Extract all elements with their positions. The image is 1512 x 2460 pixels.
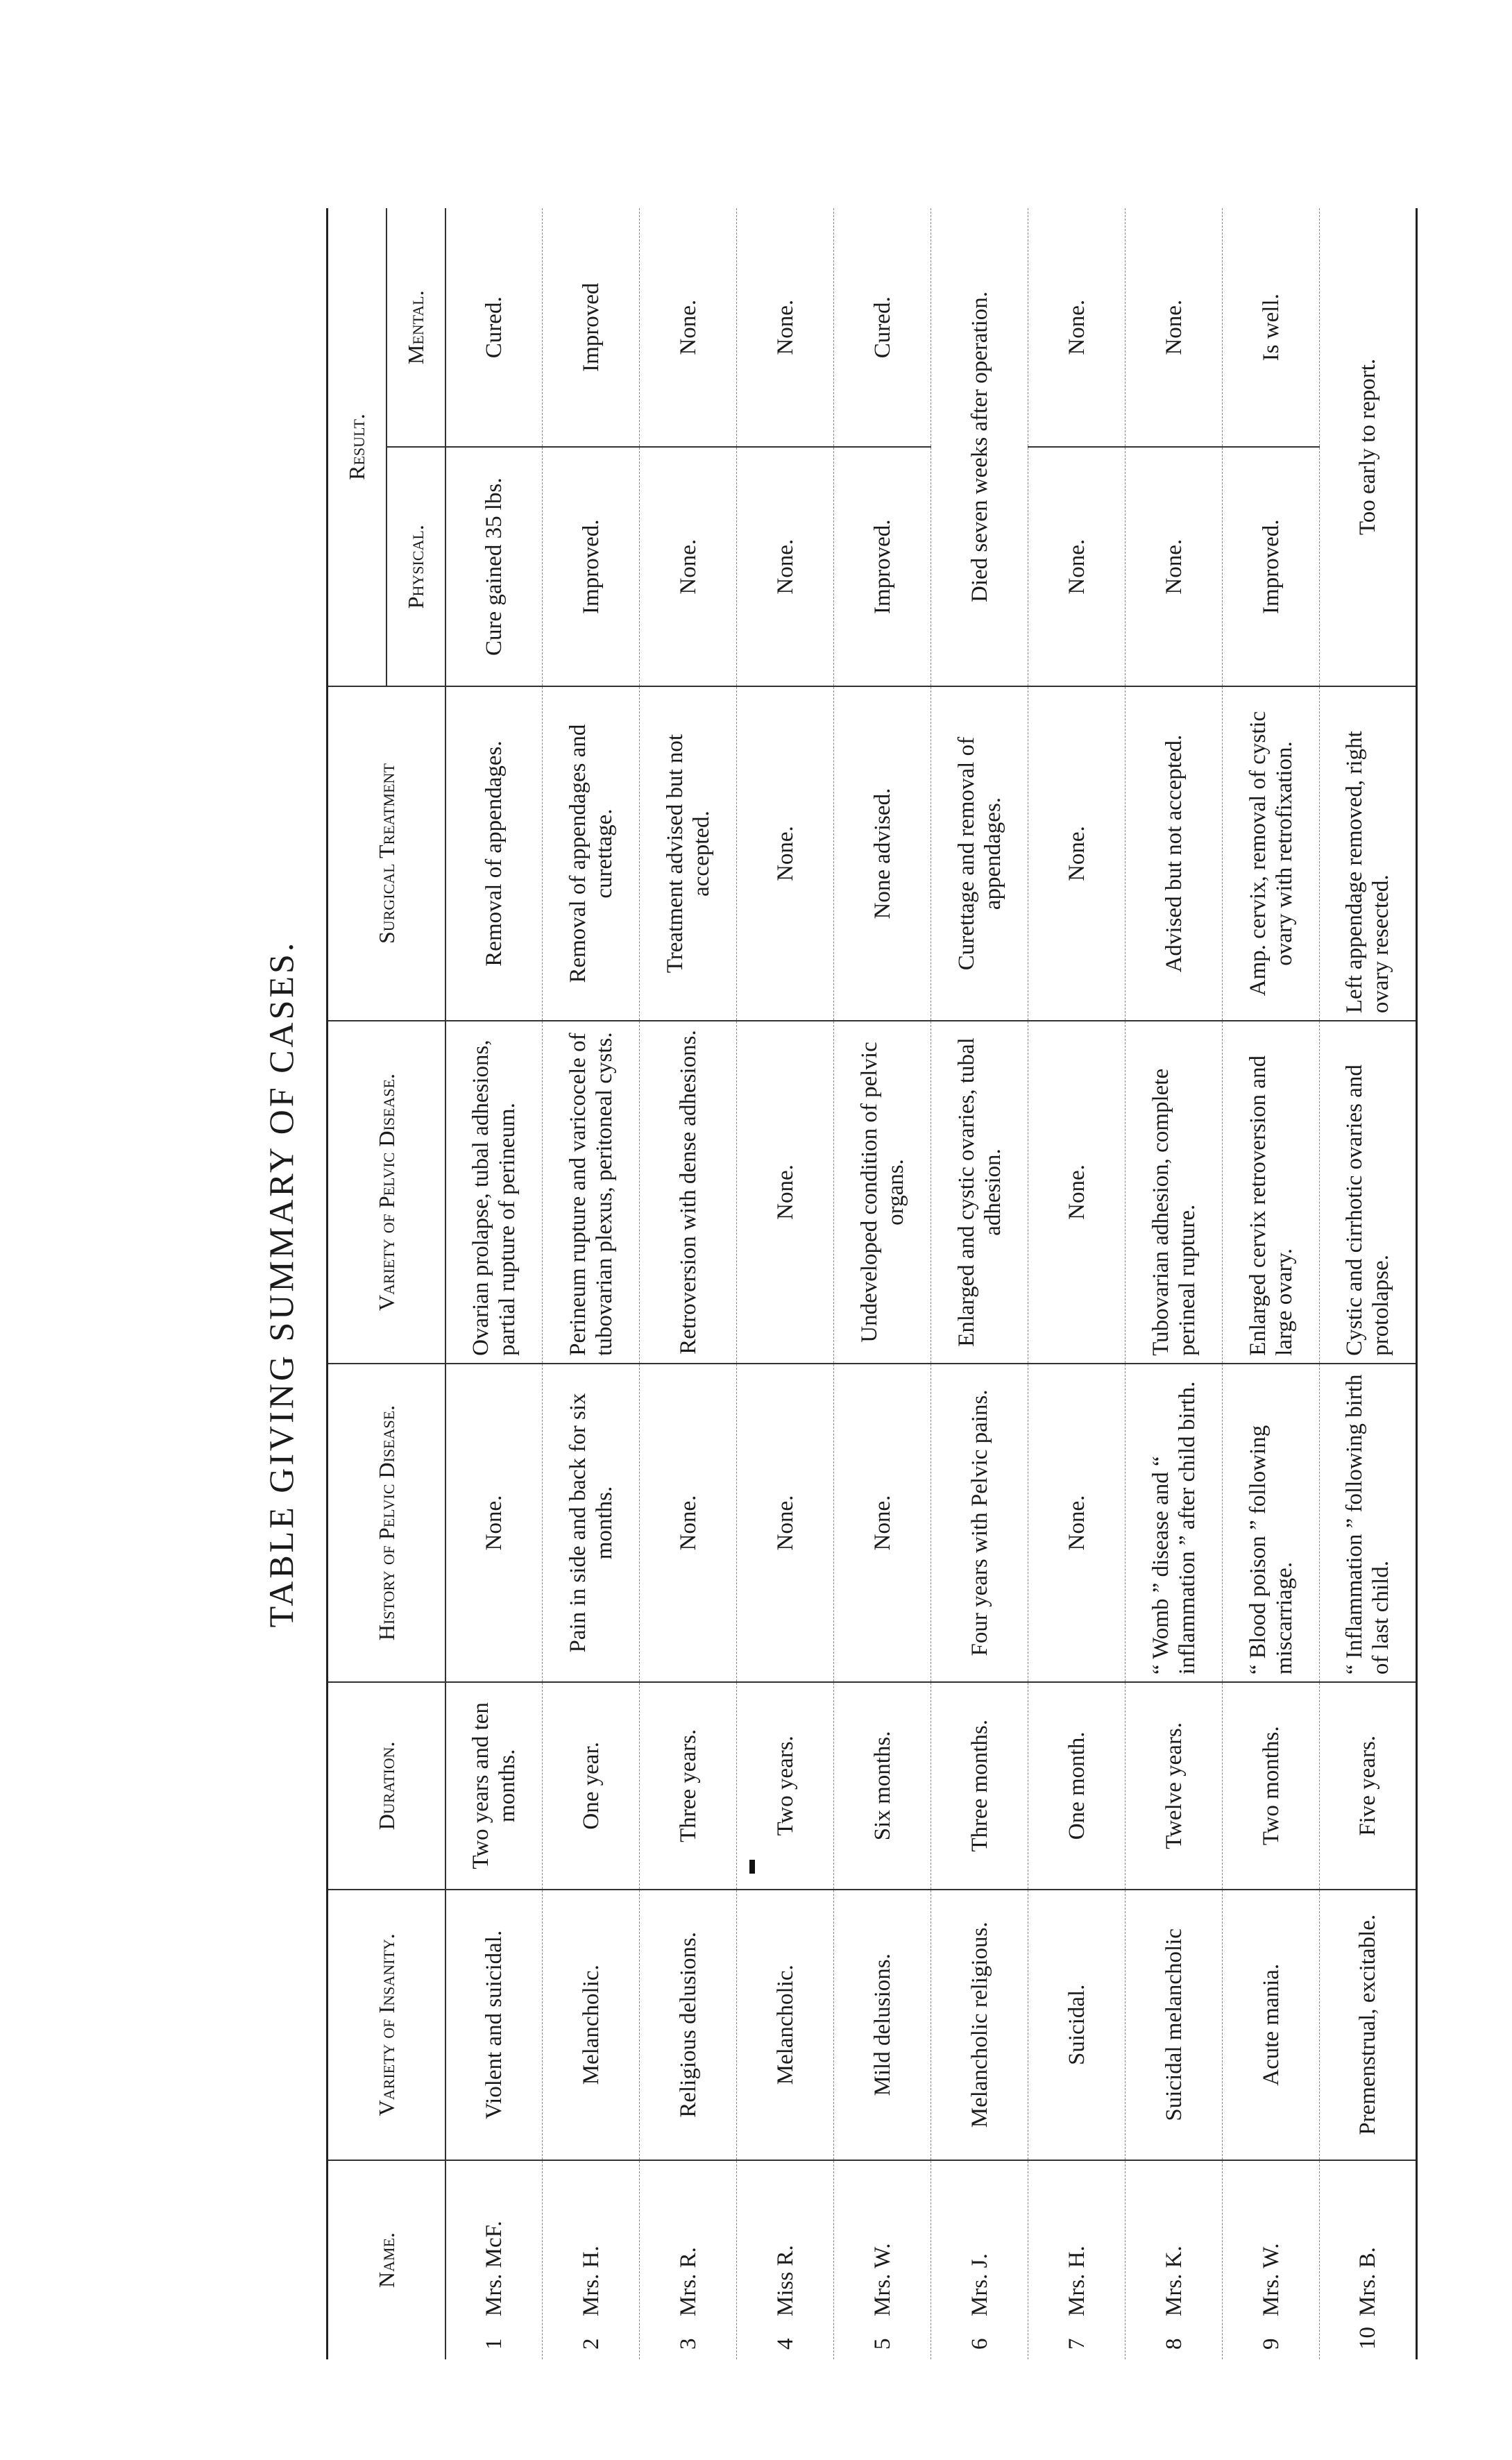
patient-name: Miss R.	[772, 2245, 798, 2316]
case-number: 3	[675, 2338, 701, 2350]
case-number: 9	[1258, 2338, 1284, 2350]
mental-result-cell: Is well.	[1223, 208, 1320, 448]
variety-of-insanity-cell: Religious delusions.	[640, 1890, 737, 2160]
duration-cell: One year.	[543, 1682, 640, 1890]
mental-result-cell: None.	[1028, 208, 1125, 448]
case-number: 6	[967, 2338, 992, 2350]
pelvic-disease-cell: Cystic and cirrhotic ovaries and protolapse.	[1320, 1021, 1417, 1364]
pelvic-disease-cell: Enlarged cervix retroversion and large ovary.	[1223, 1021, 1320, 1364]
mental-result-cell: Cured.	[834, 208, 931, 448]
duration-cell: Two months.	[1223, 1682, 1320, 1890]
case-number: 8	[1161, 2338, 1187, 2350]
pelvic-disease-cell: Ovarian prolapse, tubal adhesions, partial rupture of perineum.	[445, 1021, 543, 1364]
header-duration: Duration.	[328, 1682, 445, 1890]
header-mental: Mental.	[387, 208, 445, 448]
surgical-treatment-cell: Curettage and removal of appendages.	[931, 686, 1028, 1021]
table-row	[1028, 208, 1125, 2359]
header-physical: Physical.	[387, 448, 445, 686]
pelvic-disease-cell: None.	[1028, 1021, 1125, 1364]
patient-name: Mrs. R.	[675, 2247, 701, 2316]
history-cell: None.	[445, 1364, 543, 1682]
surgical-treatment-cell: Removal of appendages.	[445, 686, 543, 1021]
header-name: Name.	[328, 2160, 445, 2359]
table-row	[543, 208, 640, 2359]
history-cell: “ Inflammation ” following birth of last child.	[1320, 1364, 1417, 1682]
pelvic-disease-cell: Perineum rupture and varicocele of tubovarian plexus, peritoneal cysts.	[543, 1021, 640, 1364]
physical-result-cell: Improved.	[834, 448, 931, 686]
header-surgical-treatment: Surgical Treatment	[328, 686, 445, 1021]
physical-result-cell: None.	[737, 448, 834, 686]
header-variety-of-pelvic-disease: Variety of Pelvic Disease.	[328, 1021, 445, 1364]
duration-cell: Three years.	[640, 1682, 737, 1890]
patient-name: Mrs. H.	[1064, 2246, 1089, 2316]
table-row	[1223, 208, 1320, 2359]
pelvic-disease-cell: Tubovarian adhesion, complete perineal rupture.	[1125, 1021, 1223, 1364]
physical-result-cell: None.	[640, 448, 737, 686]
pelvic-disease-cell: None.	[737, 1021, 834, 1364]
history-cell: Pain in side and back for six months.	[543, 1364, 640, 1682]
case-number: 5	[869, 2338, 895, 2350]
patient-name: Mrs. B.	[1355, 2247, 1380, 2316]
physical-result-cell: Improved.	[543, 448, 640, 686]
surgical-treatment-cell: None.	[737, 686, 834, 1021]
variety-of-insanity-cell: Suicidal.	[1028, 1890, 1125, 2160]
pelvic-disease-cell: Undeveloped condition of pelvic organs.	[834, 1021, 931, 1364]
variety-of-insanity-cell: Violent and suicidal.	[445, 1890, 543, 2160]
patient-name: Mrs. W.	[869, 2243, 895, 2316]
table-row	[931, 208, 1028, 2359]
patient-name: Mrs. W.	[1258, 2243, 1284, 2316]
patient-name: Mrs. H.	[578, 2246, 604, 2316]
duration-cell: Two years.	[737, 1682, 834, 1890]
history-cell: “ Blood poison ” following miscarriage.	[1223, 1364, 1320, 1682]
history-cell: None.	[737, 1364, 834, 1682]
surgical-treatment-cell: Amp. cervix, removal of cystic ovary with retrofixation.	[1223, 686, 1320, 1021]
case-number: 4	[772, 2338, 798, 2350]
surgical-treatment-cell: Removal of appendages and curettage.	[543, 686, 640, 1021]
duration-cell: Three months.	[931, 1682, 1028, 1890]
surgical-treatment-cell: Left appendage removed, right ovary resected.	[1320, 686, 1417, 1021]
physical-result-cell: None.	[1028, 448, 1125, 686]
stray-ink-mark	[749, 1860, 755, 1874]
duration-cell: Two years and ten months.	[445, 1682, 543, 1890]
physical-result-cell: Improved.	[1223, 448, 1320, 686]
table-row	[834, 208, 931, 2359]
duration-cell: One month.	[1028, 1682, 1125, 1890]
physical-result-cell: Too early to report.	[1320, 208, 1417, 686]
rotated-table-block	[257, 208, 1393, 2359]
table-row	[1320, 208, 1417, 2359]
variety-of-insanity-cell: Melancholic religious.	[931, 1890, 1028, 2160]
history-cell: “ Womb ” disease and “ inflammation ” after child birth.	[1125, 1364, 1223, 1682]
surgical-treatment-cell: Treatment advised but not accepted.	[640, 686, 737, 1021]
patient-name: Mrs. J.	[967, 2253, 992, 2316]
mental-result-cell: Improved	[543, 208, 640, 448]
cases-summary-table	[326, 208, 1418, 2359]
physical-result-cell: Died seven weeks after operation.	[931, 208, 1028, 686]
duration-cell: Five years.	[1320, 1682, 1417, 1890]
case-number: 7	[1064, 2338, 1089, 2350]
pelvic-disease-cell: Retroversion with dense adhesions.	[640, 1021, 737, 1364]
history-cell: Four years with Pelvic pains.	[931, 1364, 1028, 1682]
variety-of-insanity-cell: Melancholic.	[543, 1890, 640, 2160]
mental-result-cell: None.	[640, 208, 737, 448]
variety-of-insanity-cell: Melancholic.	[737, 1890, 834, 2160]
duration-cell: Twelve years.	[1125, 1682, 1223, 1890]
variety-of-insanity-cell: Mild delusions.	[834, 1890, 931, 2160]
physical-result-cell: Cure gained 35 lbs.	[445, 448, 543, 686]
surgical-treatment-cell: Advised but not accepted.	[1125, 686, 1223, 1021]
table-row	[640, 208, 737, 2359]
table-title: TABLE GIVING SUMMARY OF CASES.	[262, 940, 300, 1628]
table-row	[737, 208, 834, 2359]
mental-result-cell: Cured.	[445, 208, 543, 448]
surgical-treatment-cell: None advised.	[834, 686, 931, 1021]
duration-cell: Six months.	[834, 1682, 931, 1890]
patient-name: Mrs. McF.	[481, 2221, 507, 2316]
history-cell: None.	[640, 1364, 737, 1682]
case-number: 10	[1355, 2327, 1380, 2350]
table-row	[445, 208, 543, 2359]
history-cell: None.	[834, 1364, 931, 1682]
physical-result-cell: None.	[1125, 448, 1223, 686]
pelvic-disease-cell: Enlarged and cystic ovaries, tubal adhesion.	[931, 1021, 1028, 1364]
mental-result-cell: None.	[1125, 208, 1223, 448]
variety-of-insanity-cell: Acute mania.	[1223, 1890, 1320, 2160]
case-number: 2	[578, 2338, 604, 2350]
variety-of-insanity-cell: Premenstrual, excitable.	[1320, 1890, 1417, 2160]
mental-result-cell: None.	[737, 208, 834, 448]
patient-name: Mrs. K.	[1161, 2246, 1187, 2316]
case-number: 1	[481, 2338, 507, 2350]
history-cell: None.	[1028, 1364, 1125, 1682]
header-variety-of-insanity: Variety of Insanity.	[328, 1890, 445, 2160]
header-history-of-pelvic-disease: History of Pelvic Disease.	[328, 1364, 445, 1682]
surgical-treatment-cell: None.	[1028, 686, 1125, 1021]
variety-of-insanity-cell: Suicidal melancholic	[1125, 1890, 1223, 2160]
header-result: Result.	[328, 208, 387, 686]
table-row	[1125, 208, 1223, 2359]
